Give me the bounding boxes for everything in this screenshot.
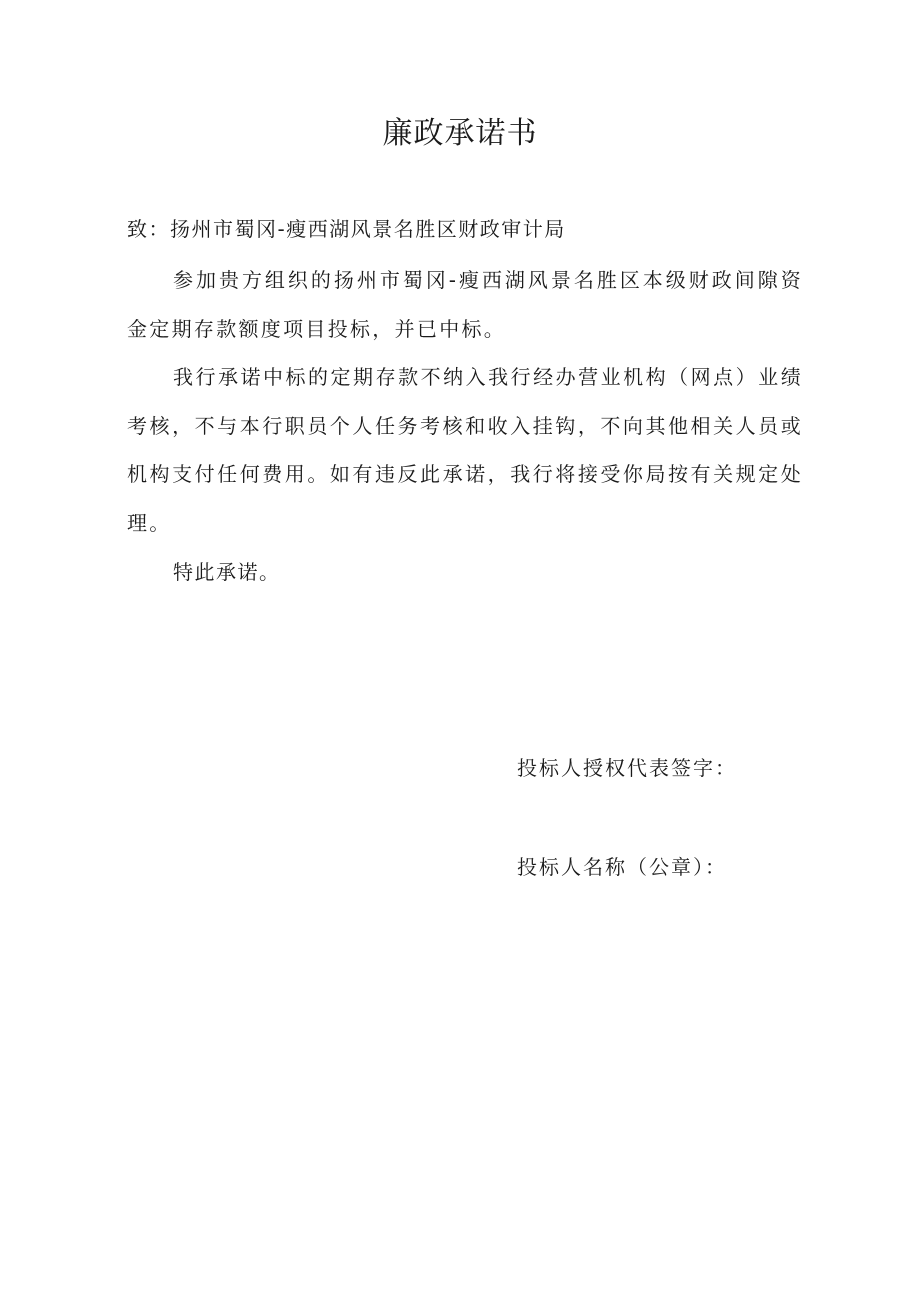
- representative-signature-label: 投标人授权代表签字：: [517, 756, 737, 780]
- salutation-line: 致：扬州市蜀冈-瘦西湖风景名胜区财政审计局: [127, 217, 566, 241]
- paragraph-closing: 特此承诺。: [173, 560, 281, 584]
- paragraph-commitment: 我行承诺中标的定期存款不纳入我行经办营业机构（网点）业绩考核，不与本行职员个人任务考核和收入挂钩，不向其他相关人员或机构支付任何费用。如有违反此承诺，我行将接受你局按有关规定处理。: [127, 365, 803, 535]
- bidder-name-seal-label: 投标人名称（公章）：: [517, 855, 727, 879]
- paragraph-bid-participation: 参加贵方组织的扬州市蜀冈-瘦西湖风景名胜区本级财政间隙资金定期存款额度项目投标，并已中标。: [127, 268, 803, 341]
- document-title: 廉政承诺书: [382, 116, 538, 151]
